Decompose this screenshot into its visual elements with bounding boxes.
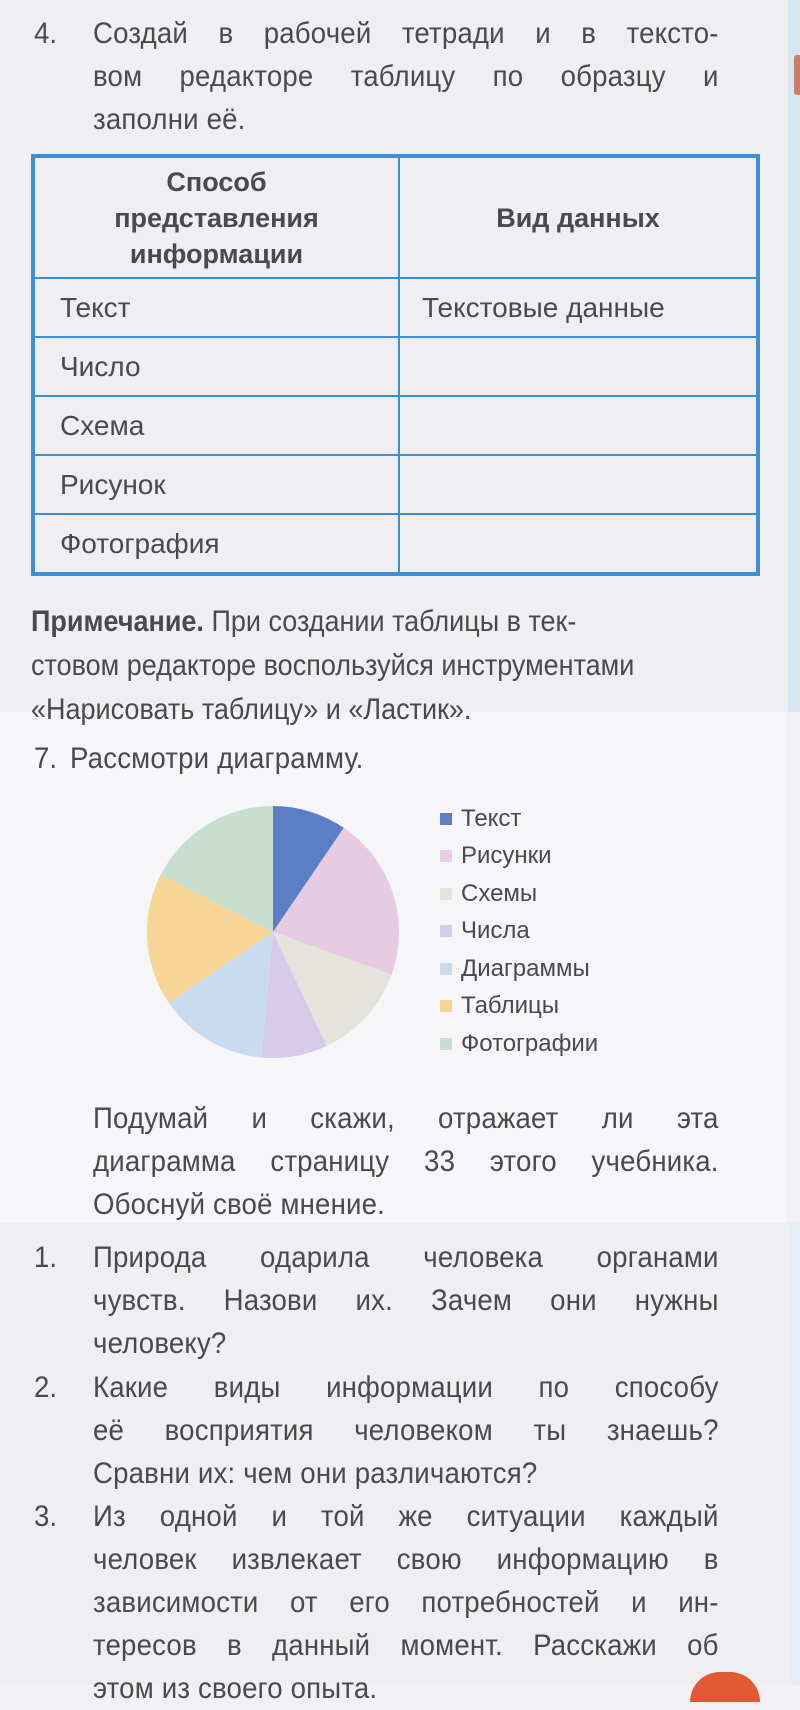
cell-method: Текст (33, 278, 399, 337)
legend-item (440, 950, 598, 988)
cell-data-type (399, 455, 758, 514)
table-row (33, 514, 758, 574)
header-line: Способ (166, 166, 267, 197)
task-4-line: Создай в рабочей тетради и в тексто- (93, 17, 719, 50)
question-1-number: 1. (34, 1241, 58, 1274)
header-data-type: Вид данных (399, 156, 758, 278)
question-3-text (93, 1495, 719, 1710)
task-4-line: заполни её. (93, 103, 246, 136)
table-row (33, 455, 758, 514)
cell-method: Схема (33, 396, 399, 455)
table-row (33, 396, 758, 455)
question-line: тересов в данный момент. Расскажи об (93, 1629, 719, 1662)
question-2-number: 2. (34, 1371, 58, 1404)
table-row (33, 278, 758, 337)
legend-item (440, 1025, 598, 1063)
question-line: Природа одарила человека органами (93, 1241, 719, 1274)
question-line: Обоснуй своё мнение. (93, 1188, 385, 1221)
task-4-line: вом редакторе таблицу по образцу и (93, 60, 719, 93)
note-line: стовом редакторе воспользуйся инструментами (31, 649, 635, 682)
question-2-text (93, 1366, 719, 1495)
legend-swatch-icon (440, 1038, 452, 1050)
legend-swatch-icon (440, 850, 452, 862)
task-7-question (93, 1097, 719, 1226)
question-1-text (93, 1236, 719, 1365)
question-line: Какие виды информации по способу (93, 1371, 719, 1404)
legend-label: Рисунки (461, 842, 552, 870)
page-edge-tab (794, 55, 800, 95)
task-7-number: 7. (34, 742, 58, 775)
question-line: этом из своего опыта. (93, 1672, 378, 1705)
legend-item (440, 838, 598, 876)
question-line: Из одной и той же ситуации каждый (93, 1500, 719, 1533)
note-paragraph (31, 600, 760, 732)
cell-data-type (399, 514, 758, 574)
question-line: чувств. Назови их. Зачем они нужны (93, 1284, 719, 1317)
question-3-number: 3. (34, 1500, 58, 1533)
legend-label: Текст (461, 804, 522, 832)
legend-swatch-icon (440, 813, 452, 825)
question-line: человек извлекает свою информацию в (93, 1543, 719, 1576)
header-line: информации (129, 238, 304, 269)
sample-table (31, 154, 760, 576)
question-line: человеку? (93, 1327, 227, 1360)
note-line: «Нарисовать таблицу» и «Ластик». (31, 693, 472, 726)
header-line: представления (114, 202, 319, 233)
question-line: Сравни их: чем они различаются? (93, 1457, 538, 1490)
note-label: Примечание. (31, 605, 204, 638)
legend-swatch-icon (440, 1000, 452, 1012)
legend-swatch-icon (440, 925, 452, 937)
question-line: Подумай и скажи, отражает ли эта (93, 1102, 719, 1135)
legend-label: Схемы (461, 879, 538, 907)
cell-method: Число (33, 337, 399, 396)
legend-item (440, 800, 598, 838)
table-row (33, 337, 758, 396)
chart-legend (440, 800, 598, 1063)
task-7-text: Рассмотри диаграмму. (70, 742, 364, 775)
legend-label: Таблицы (461, 992, 560, 1020)
cell-data-type: Текстовые данные (399, 278, 758, 337)
task-4-number: 4. (34, 17, 58, 50)
pie-chart (145, 804, 405, 1064)
legend-item (440, 913, 598, 951)
legend-swatch-icon (440, 963, 452, 975)
page-edge-strip-lower (790, 1222, 800, 1685)
legend-swatch-icon (440, 888, 452, 900)
page-edge-strip (788, 0, 800, 712)
legend-label: Фотографии (461, 1029, 599, 1057)
header-representation-method (33, 156, 399, 278)
question-line: её восприятия человеком ты знаешь? (93, 1414, 719, 1447)
cell-data-type (399, 396, 758, 455)
cell-method: Рисунок (33, 455, 399, 514)
note-line: При создании таблицы в тек- (203, 605, 577, 638)
cell-data-type (399, 337, 758, 396)
question-line: зависимости от его потребностей и ин- (93, 1586, 719, 1619)
task-4-text (93, 12, 719, 141)
table-header-row (33, 156, 758, 278)
legend-item (440, 988, 598, 1026)
cell-method: Фотография (33, 514, 399, 574)
legend-label: Диаграммы (461, 954, 590, 982)
legend-item (440, 875, 598, 913)
legend-label: Числа (461, 917, 530, 945)
question-line: диаграмма страницу 33 этого учебника. (93, 1145, 719, 1178)
